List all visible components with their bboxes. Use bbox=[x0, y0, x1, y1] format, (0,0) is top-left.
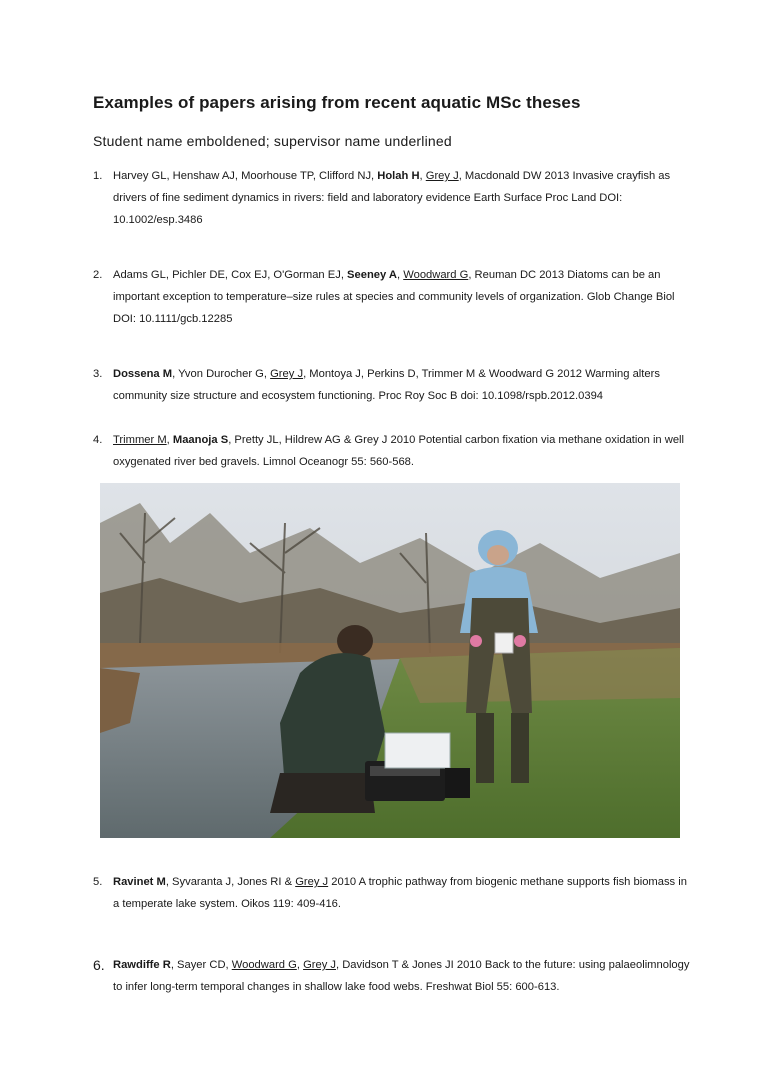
supervisor-name: Trimmer M bbox=[113, 434, 167, 446]
student-name: Ravinet M bbox=[113, 876, 166, 888]
reference-segment: Harvey GL, Henshaw AJ, Moorhouse TP, Clifford NJ, bbox=[113, 170, 378, 182]
page-subtitle: Student name emboldened; supervisor name underlined bbox=[93, 133, 452, 149]
reference-segment: , bbox=[166, 434, 173, 446]
field-sampling-photo bbox=[100, 483, 680, 838]
supervisor-name: Woodward G bbox=[231, 959, 297, 971]
student-name: Seeney A bbox=[347, 269, 398, 281]
reference-item bbox=[93, 429, 693, 473]
reference-segment: , bbox=[296, 959, 304, 971]
reference-item bbox=[93, 871, 693, 915]
reference-item bbox=[93, 264, 693, 330]
reference-segment: , Yvon Durocher G, bbox=[172, 368, 271, 380]
reference-number: 2. bbox=[93, 269, 103, 281]
reference-segment: , Macdonald DW 2013 Invasive crayfish as drivers of fine sediment dynamics in rivers: field and laboratory evidence Earth Surface Proc Land DOI: 10.1002/esp.3486 bbox=[113, 170, 671, 226]
reference-text bbox=[113, 871, 693, 915]
reference-item bbox=[93, 954, 693, 998]
reference-segment: , Davidson T & Jones JI 2010 Back to the future: using palaeolimnology to infer long-term temporal changes in shallow lake food webs. Freshwat Biol 55: 600-613. bbox=[113, 959, 690, 993]
reference-segment: , Sayer CD, bbox=[170, 959, 232, 971]
reference-text bbox=[113, 165, 693, 231]
reference-segment: , bbox=[397, 269, 404, 281]
student-name: Dossena M bbox=[113, 368, 173, 380]
reference-segment: Adams GL, Pichler DE, Cox EJ, O'Gorman EJ, bbox=[113, 269, 348, 281]
supervisor-name: Grey J bbox=[295, 876, 329, 888]
reference-segment: , Reuman DC 2013 Diatoms can be an important exception to temperature–size rules at species and community levels of organization. Glob Change Biol DOI: 10.1111/gcb.12285 bbox=[113, 269, 675, 325]
reference-number: 1. bbox=[93, 170, 103, 182]
reference-number: 5. bbox=[93, 876, 103, 888]
supervisor-name: Woodward G bbox=[403, 269, 469, 281]
reference-segment: , Syvaranta J, Jones RI & bbox=[165, 876, 296, 888]
reference-segment: , bbox=[419, 170, 426, 182]
reference-number: 4. bbox=[93, 434, 103, 446]
reference-text bbox=[113, 429, 693, 473]
reference-text bbox=[113, 363, 693, 407]
reference-number: 3. bbox=[93, 368, 103, 380]
page-title: Examples of papers arising from recent aquatic MSc theses bbox=[93, 93, 581, 112]
supervisor-name: Grey J bbox=[303, 959, 337, 971]
reference-item bbox=[93, 363, 693, 407]
student-name: Rawdiffe R bbox=[113, 959, 171, 971]
student-name: Maanoja S bbox=[172, 434, 229, 446]
reference-segment: 2010 A trophic pathway from biogenic methane supports fish biomass in a temperate lake system. Oikos 119: 409-416. bbox=[113, 876, 687, 910]
supervisor-name: Grey J bbox=[270, 368, 304, 380]
reference-item bbox=[93, 165, 693, 231]
reference-text bbox=[113, 264, 693, 330]
reference-segment: , Montoya J, Perkins D, Trimmer M & Woodward G 2012 Warming alters community size structure and ecosystem functioning. Proc Roy Soc B doi: 10.1098/rspb.2012.0394 bbox=[113, 368, 660, 402]
reference-number: 6. bbox=[93, 957, 105, 973]
student-name: Holah H bbox=[377, 170, 420, 182]
supervisor-name: Grey J bbox=[425, 170, 459, 182]
reference-segment: , Pretty JL, Hildrew AG & Grey J 2010 Potential carbon fixation via methane oxidation in well oxygenated river bed gravels. Limnol Oceanogr 55: 560-568. bbox=[113, 434, 685, 468]
reference-text bbox=[113, 954, 693, 998]
